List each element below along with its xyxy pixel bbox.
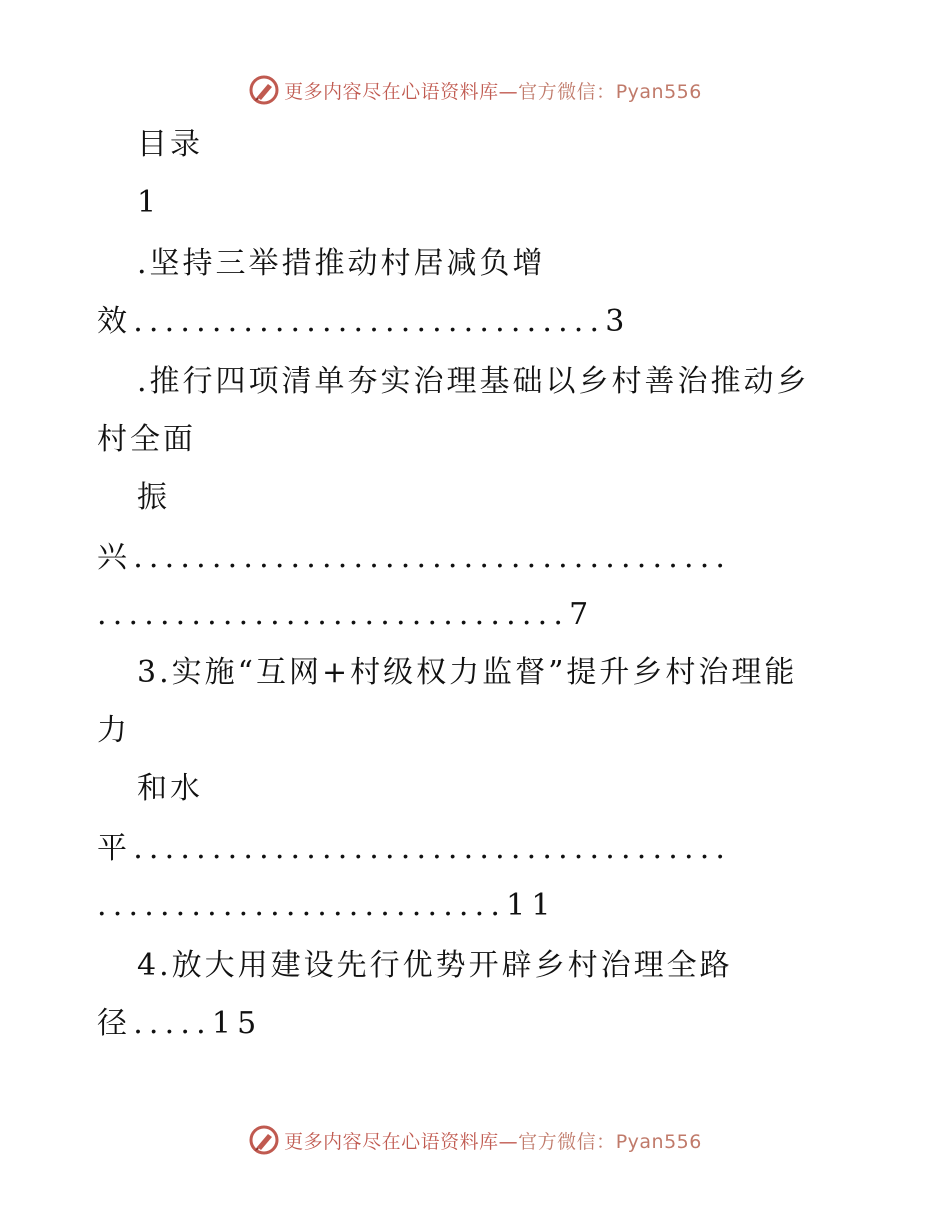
pen-logo-icon <box>248 1124 280 1156</box>
toc-line: ..........................11 <box>97 888 557 923</box>
toc-line: 径.....15 <box>97 1006 263 1041</box>
banner-text: 更多内容尽在心语资料库—官方微信：Pyan556 <box>284 80 702 103</box>
toc-title: 目录 <box>137 127 203 162</box>
toc-line: 4.放大用建设先行优势开辟乡村治理全路 <box>137 948 733 983</box>
toc-line: .推行四项清单夯实治理基础以乡村善治推动乡 <box>137 364 810 399</box>
toc-line: 平...................................... <box>97 831 732 866</box>
toc-line: 效..............................3 <box>97 304 631 339</box>
toc-line: 村全面 <box>97 422 196 457</box>
pen-logo-icon <box>248 74 280 106</box>
header-watermark <box>0 70 950 110</box>
toc-line: 兴...................................... <box>97 540 732 575</box>
toc-line: ..............................7 <box>97 597 595 632</box>
toc-line: 1 <box>137 185 160 220</box>
toc-line: 和水 <box>137 771 203 806</box>
footer-watermark <box>0 1120 950 1160</box>
toc-line: 力 <box>97 713 130 748</box>
banner-text: 更多内容尽在心语资料库—官方微信：Pyan556 <box>284 1130 702 1153</box>
toc-line: 振 <box>137 480 170 515</box>
toc-line: .坚持三举措推动村居减负增 <box>137 246 546 281</box>
toc-line: 3.实施“互网+村级权力监督”提升乡村治理能 <box>137 655 798 690</box>
